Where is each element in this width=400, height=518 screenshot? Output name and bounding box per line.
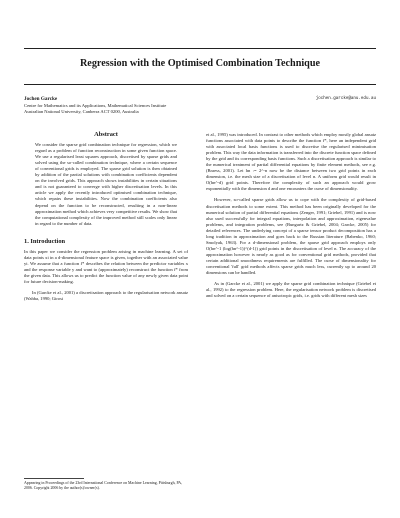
footnote-rule xyxy=(24,478,84,479)
affiliation-line-2: Australian National University, Canberra ACT 0200, Australia xyxy=(24,109,139,115)
paper-title: Regression with the Optimised Combination Technique xyxy=(79,58,321,69)
footnote xyxy=(24,478,188,491)
abstract-heading: Abstract xyxy=(94,131,118,138)
abstract-text: We consider the sparse grid combination technique for regression, which we regard as a problem of function reconstruction in some given function space. We use a regularised least squares approach, discretised by sparse grids and solved using the so-called combination technique, where a certain sequence of conventional grids is employed. The sparse grid solution is then obtained by addition of the partial solutions with combination coefficients dependent on the involved grids. This approach shows instabilities in certain situations and is not guaranteed to converge with higher discretisation levels. In this article we apply the recently introduced optimised combination technique, which repairs these instabilities. Now the combination coefficients also depend on the function to be reconstructed, resulting in a non-linear approximation method which achieves very competitive results. We show that the computational complexity of the improved method still scales only linear in regard to the number of data. xyxy=(35,142,177,226)
top-rule xyxy=(24,48,376,49)
intro-paragraph-1: In this paper we consider the regression problem arising in machine learning. A set of data points xi in a d-dimensional feature space is given, together with an associated value yi. We assume that a function f* describes the relation between the predictor variables x and the response variable y and want to (approximately) reconstruct the function f* from the given data. This allows us to predict the function value of any newly given data point for future decision-making. xyxy=(24,248,188,284)
right-column xyxy=(206,132,376,304)
footnote-text: Appearing in Proceedings of the 23rd International Conference on Machine Learning, Pittsburgh, PA, 2006. Copyright 2006 by the author(s)/owner(s). xyxy=(24,481,183,491)
author-email: jochen.garcke@anu.edu.au xyxy=(315,97,376,101)
author-name: Jochen Garcke xyxy=(24,96,58,102)
affiliation-line-1: Centre for Mathematics and its Applications, Mathematical Sciences Institute xyxy=(24,102,167,108)
title-rule xyxy=(24,84,376,85)
right-paragraph-2: However, so-called sparse grids allow us to cope with the complexity of grid-based discretisation methods to some extent. This method has been originally developed for the numerical solution of partial differential equations (Zenger, 1991; Griebel, 1991) and is now also used successfully for integral equations, interpolation and approximation, eigenvalue problems, and integration problems, see (Bungartz & Griebel, 2004; Garcke, 2005) for detailed references. The underlying concept of a sparse tensor product decomposition has a long tradition in approximation and goes back to the Russian literature (Babenko, 1960; Smolyak, 1963). For a d-dimensional problem, the sparse grid approach employs only O(hn^-1 (log(hn^-1))^(d-1)) grid points in the discretisation of level n. The accuracy of the approximation however is nearly as good as for conventional grid methods, provided that certain additional smoothness requirements are fulfilled. The curse of dimensionality for conventional 'full' grid methods affects sparse grids much less, currently up to around 20 dimensions can be handled. xyxy=(206,197,376,276)
right-paragraph-3: As in (Garcke et al., 2001) we apply the sparse grid combination technique (Griebel et al., 1992) to the regression problem. Here, the regularisation network problem is discretised and solved on a certain sequence of anisotropic grids, i.e. grids with different mesh sizes xyxy=(206,281,376,299)
author-block xyxy=(24,96,376,116)
right-paragraph-1: et al., 1995) was introduced. In contrast to other methods which employ mostly global ansatz functions associated with data points to describe the function f*, here an independent grid with associated local basis functions is used to discretise the regularised minimisation problem. This way the data information is transferred into the discrete function space defined by the grid and its corresponding basis functions. Such a discretisation approach is similar to the numerical treatment of partial differential equations by finite element methods, see e.g. (Braess, 2001). Let hn := 2^-n now be the distance between two grid points in each dimension, i.e. the mesh size of a discretisation of level n. A uniform grid would result in O(hn^-d) grid points. Therefore the complexity of such an approach would grow exponentially with the dimension d and one encounters the curse of dimensionality. xyxy=(206,132,376,192)
section-heading-introduction: 1. Introduction xyxy=(24,237,66,245)
intro-paragraph-2: In (Garcke et al., 2001) a discretisation approach to the regularisation network ansatz (Wahba, 1990; Girosi xyxy=(24,290,188,302)
left-column xyxy=(24,132,188,307)
